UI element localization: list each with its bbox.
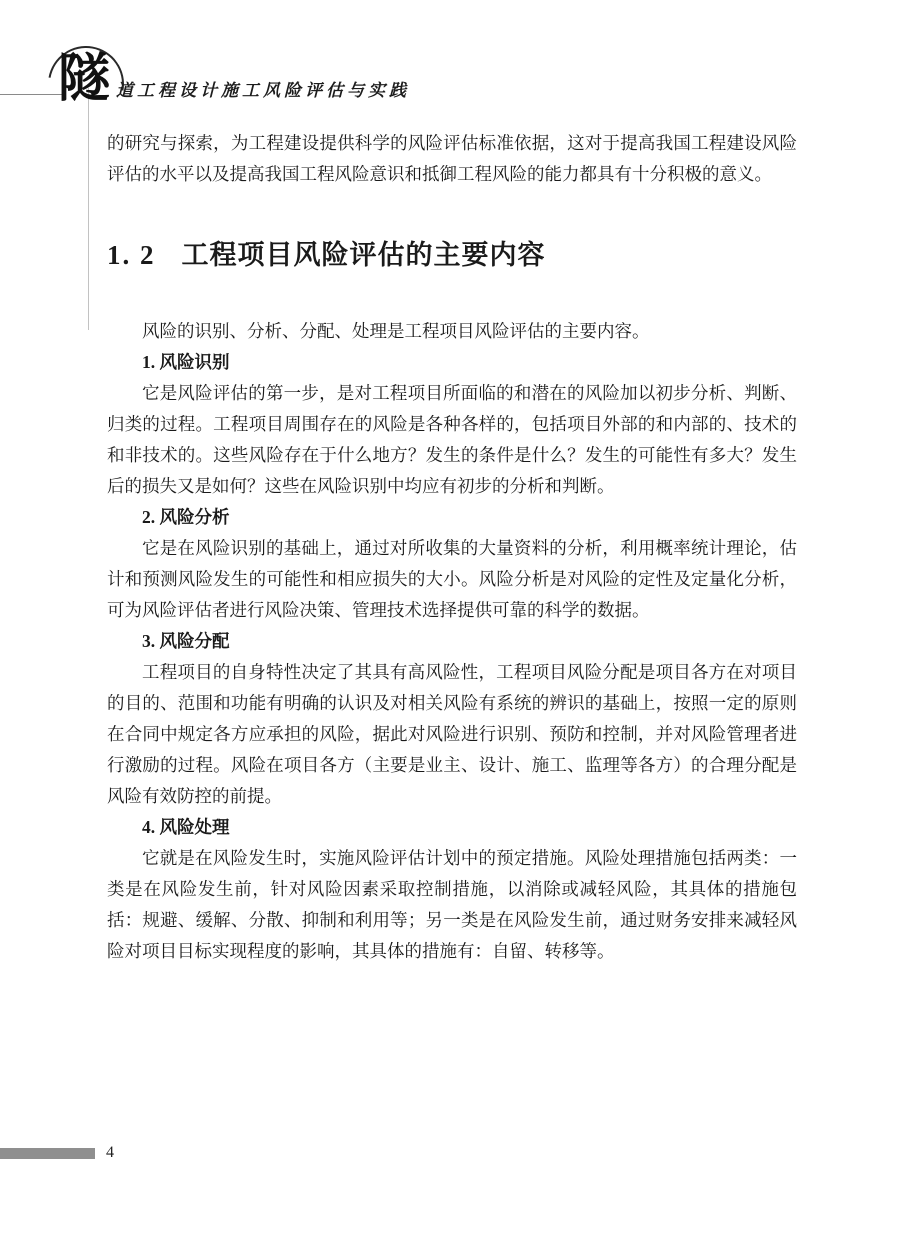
paragraph-risk-treatment: 它就是在风险发生时，实施风险评估计划中的预定措施。风险处理措施包括两类：一类是在风险发生前，针对风险因素采取控制措施，以消除或减轻风险，其具体的措施包括：规避、缓解、分散、抑制和利用等；另一类是在风险发生前，通过财务安排来减轻风险对项目目标实现程度的影响，其具体的措施有：自留、转移等。 [107,847,797,961]
book-logo [48,46,124,122]
paragraph-risk-analysis: 它是在风险识别的基础上，通过对所收集的大量资料的分析，利用概率统计理论，估计和预测风险发生的可能性和相应损失的大小。风险分析是对风险的定性及定量化分析，可为风险评估者进行风险决策、管理技术选择提供可靠的科学的数据。 [107,537,797,620]
paragraph-risk-identification: 它是风险评估的第一步，是对工程项目所面临的和潜在的风险加以初步分析、判断、归类的过程。工程项目周围存在的风险是各种各样的，包括项目外部的和内部的、技术的和非技术的。这些风险存在于什么地方？发生的条件是什么？发生的可能性有多大？发生后的损失又是如何？这些在风险识别中均应有初步的分析和判断。 [107,382,797,496]
section-heading [107,239,797,273]
subheading-risk-identification: 1. 风险识别 [142,351,230,372]
subheading-risk-allocation: 3. 风险分配 [142,630,230,651]
subheading-risk-analysis: 2. 风险分析 [142,506,230,527]
section-title: 工程项目风险评估的主要内容 [181,240,546,270]
subheading-risk-treatment: 4. 风险处理 [142,816,230,837]
logo-character: 隧 [58,51,111,108]
running-head-title: 道工程设计施工风险评估与实践 [116,81,410,100]
footer-bar [0,1148,95,1159]
intro-paragraph: 风险的识别、分析、分配、处理是工程项目风险评估的主要内容。 [142,320,650,341]
header-rule-vertical [88,88,89,330]
page-number: 4 [106,1144,114,1161]
paragraph-risk-allocation: 工程项目的自身特性决定了其具有高风险性，工程项目风险分配是项目各方在对项目的目的、范围和功能有明确的认识及对相关风险有系统的辨识的基础上，按照一定的原则在合同中规定各方应承担的风险，据此对风险进行识别、预防和控制，并对风险管理者进行激励的过程。风险在项目各方（主要是业主、设计、施工、监理等各方）的合理分配是风险有效防控的前提。 [107,661,797,806]
continuation-paragraph: 的研究与探索，为工程建设提供科学的风险评估标准依据，这对于提高我国工程建设风险评估的水平以及提高我国工程风险意识和抵御工程风险的能力都具有十分积极的意义。 [107,133,797,184]
section-number: 1. 2 [107,240,156,270]
text-column [107,128,797,967]
